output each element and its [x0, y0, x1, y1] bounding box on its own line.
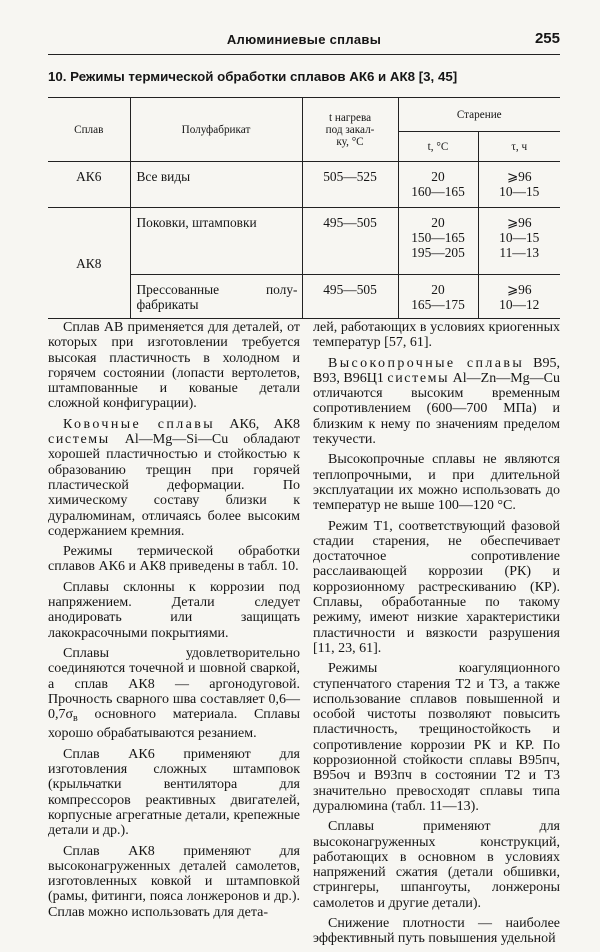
table-row: [48, 208, 560, 275]
aging-temp-value: 195—205: [411, 245, 465, 260]
cell-aging-temp: [398, 275, 478, 319]
cell-aging-temp: [398, 162, 478, 208]
page-number: 255: [534, 30, 560, 47]
header-aging-time: τ, ч: [478, 132, 560, 162]
header-alloy: Сплав: [48, 98, 130, 162]
header-aging-temp: t, °С: [398, 132, 478, 162]
header-semiproduct: Полуфабрикат: [130, 98, 302, 162]
cell-quench: 495—505: [302, 208, 398, 275]
paragraph: Сплавы склонны к коррозии под напряжением. Детали следует анодировать или защищать лакокрасочными покрытиями.: [48, 579, 300, 641]
paragraph: Высокопрочные сплавы не являются теплопрочными, и при длительной эксплуатации их можно использовать до температур не выше 100—120 °С.: [313, 452, 560, 514]
running-header: [48, 30, 560, 55]
running-header-title: Алюминиевые сплавы: [226, 32, 382, 47]
cell-aging-time: [478, 275, 560, 319]
paragraph-text: Сплавы удовлетворительно соединяются точечной и шовной сваркой, а сплав АК8 — аргонодуговой. Прочность сварного шва составляет 0,6—0,7σ: [48, 645, 300, 723]
aging-time-value: 10—15: [499, 184, 540, 199]
aging-temp-value: 20: [431, 169, 445, 184]
paragraph: Сплав АК8 применяют для высоконагруженных деталей самолетов, изготовленных ковкой и штамповкой (рамы, фитинги, пояса лонжеронов и др.). Сплав можно использовать для дета-: [48, 843, 300, 920]
cell-quench: 495—505: [302, 275, 398, 319]
paragraph: [48, 417, 300, 539]
heat-treatment-table: [48, 97, 560, 319]
aging-time-value: ⩾96: [506, 169, 532, 184]
spaced-term: Высокопрочные сплавы: [328, 355, 525, 371]
paragraph: Режим Т1, соответствующий фазовой стадии старения, не обеспечивает достаточное сопротивление расслаивающей коррозии (РК) и коррозионному растрескиванию (КР). Сплавы, обработанные по такому режиму, имеют низкие характеристики пластичности и вязкости разрушения [11, 23, 61].: [313, 518, 560, 656]
left-text-column: [48, 320, 300, 925]
paragraph-text: В95, В93, В96Ц1: [313, 355, 560, 386]
aging-time-value: 10—12: [499, 297, 540, 312]
cell-semiproduct: Все виды: [130, 162, 302, 208]
aging-time-value: ⩾96: [506, 282, 532, 297]
aging-time-value: 11—13: [499, 245, 540, 260]
cell-alloy: АК6: [48, 162, 130, 208]
header-quench-line-3: ку, °С: [336, 135, 364, 148]
cell-alloy: АК8: [48, 208, 130, 319]
spaced-term: системы: [48, 432, 110, 448]
spaced-term: системы: [387, 370, 450, 386]
paragraph: Сплав АК6 применяют для изготовления сложных штамповок (крыльчатки вентилятора для компрессоров реактивных двигателей, корпусные агрегатные детали, крепежные детали и др.).: [48, 746, 300, 839]
aging-temp-value: 150—165: [411, 230, 465, 245]
table-caption: 10. Режимы термической обработки сплавов АК6 и АК8 [3, 45]: [48, 69, 458, 84]
aging-time-value: 10—15: [499, 230, 540, 245]
subscript: в: [73, 713, 78, 725]
cell-semiproduct: Поковки, штамповки: [130, 208, 302, 275]
table-row: [48, 162, 560, 208]
header-quench-line-2: под закал-: [325, 123, 375, 136]
paragraph: Режимы термической обработки сплавов АК6 и АК8 приведены в табл. 10.: [48, 544, 300, 575]
header-aging: Старение: [398, 98, 560, 132]
paragraph: Сплав АВ применяется для деталей, от которых при изготовлении требуется высокая пластичность в холодном и горячем состоянии (лопасти вертолетов, штампованные и кованые детали сложной конфигурации).: [48, 320, 300, 412]
paragraph: [48, 646, 300, 742]
cell-aging-time: [478, 208, 560, 275]
header-quench-temp: [302, 98, 398, 162]
semiproduct-line: фабрикаты: [136, 297, 199, 312]
aging-temp-value: 160—165: [411, 184, 465, 199]
spaced-term: Ковочные сплавы: [63, 416, 216, 432]
paragraph: Снижение плотности — наиболее эффективный путь повышения удельной: [313, 915, 560, 947]
cell-quench: 505—525: [302, 162, 398, 208]
semiproduct-line: Прессованные полу-: [136, 282, 298, 297]
paragraph-text: Al—Mg—Si—Cu обладают хорошей пластичностью и стойкостью к образованию трещин при горячей пластической деформации. По химическому составу близки к дуралюминам, отличаясь более высоким содержанием кремния.: [48, 432, 300, 539]
paragraph-text: основного материала. Сплавы хорошо обрабатываются резанием.: [48, 707, 300, 742]
paragraph-text: Al—Zn—Mg—Cu отличаются высоким временным сопротивлением (600—700 МПа) и близким к нему по значениям пределом текучести.: [313, 370, 560, 448]
paragraph: [313, 356, 560, 448]
cell-semiproduct: [130, 275, 302, 319]
paragraph: лей, работающих в условиях криогенных температур [57, 61].: [313, 320, 560, 351]
aging-time-value: ⩾96: [506, 215, 532, 230]
paragraph: Сплавы применяют для высоконагруженных конструкций, работающих в основном в условиях напряжений сжатия (детали обшивки, стрингеры, шпангоуты, лонжероны самолетов и другие детали).: [313, 819, 560, 911]
aging-temp-value: 20: [431, 215, 445, 230]
header-quench-line-1: t нагрева: [328, 111, 372, 124]
aging-temp-value: 165—175: [411, 297, 465, 312]
paragraph: Режимы коагуляционного ступенчатого старения Т2 и Т3, а также использование сплавов повышенной и особой чистоты позволяют повысить пластичность, трещиностойкость и сопротивление коррозии РК и КР. По коррозионной стойкости сплавы В95пч, В95оч и В93пч в состоянии Т2 и Т3 значительно превосходят сплавы типа дуралюмина (табл. 11—13).: [313, 661, 560, 814]
paragraph-text: АК6, АК8: [215, 416, 300, 432]
aging-temp-value: 20: [431, 282, 445, 297]
cell-aging-time: [478, 162, 560, 208]
cell-aging-temp: [398, 208, 478, 275]
right-text-column: [313, 320, 560, 952]
